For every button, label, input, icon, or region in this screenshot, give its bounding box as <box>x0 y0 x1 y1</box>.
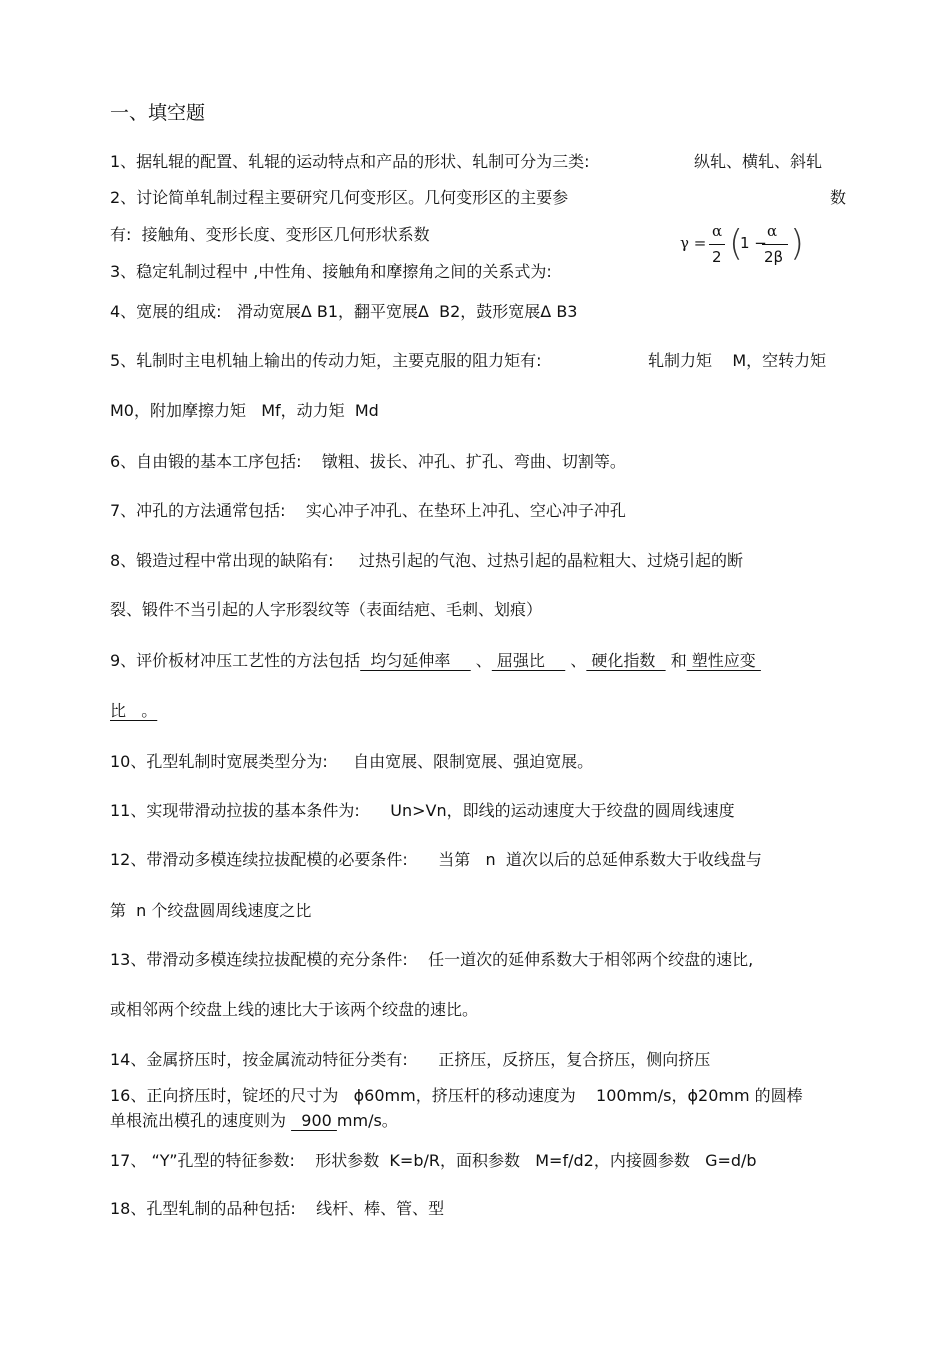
blank-uniform-elongation: 均匀延伸率 <box>360 651 471 670</box>
question-17: 17、 “Y”孔型的特征参数: 形状参数 K=b/R，面积参数 M=f/d2，内接圆参数 G=d/b <box>110 1151 757 1170</box>
answer-5: 轧制力矩 M，空转力矩 <box>648 351 827 370</box>
formula-one: 1 − <box>740 234 767 252</box>
question-13-line-2: 或相邻两个绞盘上线的速比大于该两个绞盘的速比。 <box>110 1000 479 1019</box>
question-14: 14、金属挤压时，按金属流动特征分类有: 正挤压，反挤压，复合挤压，侧向挤压 <box>110 1050 711 1069</box>
question-18: 18、孔型轧制的品种包括: 线杆、棒、管、型 <box>110 1199 445 1218</box>
question-12-line-1: 12、带滑动多模连续拉拔配模的必要条件: 当第 n 道次以后的总延伸系数大于收线盘与 <box>110 850 762 869</box>
question-9-line-2: 比 。 <box>110 701 158 720</box>
angle-relation-formula: γ = α 2 ( 1 − α 2β ) <box>680 222 805 266</box>
blank-hardening-exponent: 硬化指数 <box>586 651 666 670</box>
question-12-line-2: 第 n 个绞盘圆周线速度之比 <box>110 901 312 920</box>
question-13-line-1: 13、带滑动多模连续拉拔配模的充分条件: 任一道次的延伸系数大于相邻两个绞盘的速比, <box>110 950 754 969</box>
blank-exit-speed: 900 <box>291 1111 337 1130</box>
question-8-line-1: 8、锻造过程中常出现的缺陷有: 过热引起的气泡、过热引起的晶粒粗大、过烧引起的断 <box>110 551 744 570</box>
formula-denominator-1: 2 <box>712 248 722 266</box>
formula-alpha-1: α <box>712 222 723 240</box>
fraction-bar-2 <box>762 244 788 245</box>
question-2-tail: 数 <box>830 188 847 207</box>
question-10: 10、孔型轧制时宽展类型分为: 自由宽展、限制宽展、强迫宽展。 <box>110 752 594 771</box>
question-5-line-2: M0，附加摩擦力矩 Mf，动力矩 Md <box>110 401 379 420</box>
formula-alpha-2: α <box>767 222 778 240</box>
question-11: 11、实现带滑动拉拔的基本条件为: Un>Vn，即线的运动速度大于绞盘的圆周线速度 <box>110 801 735 820</box>
question-2-line-1: 2、讨论简单轧制过程主要研究几何变形区。几何变形区的主要参 <box>110 188 569 207</box>
blank-plastic-strain-ratio: 塑性应变 <box>686 651 761 670</box>
question-2-line-2: 有: 接触角、变形长度、变形区几何形状系数 <box>110 225 430 244</box>
fraction-bar-1 <box>709 244 725 245</box>
formula-lhs: γ = <box>680 234 707 252</box>
question-7: 7、冲孔的方法通常包括: 实心冲子冲孔、在垫环上冲孔、空心冲子冲孔 <box>110 501 626 520</box>
question-8-line-2: 裂、锻件不当引起的人字形裂纹等（表面结疤、毛刺、划痕） <box>110 600 543 619</box>
question-9-line-1: 9、评价板材冲压工艺性的方法包括 均匀延伸率 、 屈强比 、 硬化指数 和 塑性应变 <box>110 651 761 670</box>
question-9-prefix: 9、评价板材冲压工艺性的方法包括 <box>110 651 361 670</box>
section-title: 一、填空题 <box>110 102 206 124</box>
formula-denominator-2: 2β <box>764 248 784 266</box>
question-16-line-2: 单根流出模孔的速度则为 900 mm/s。 <box>110 1111 398 1130</box>
question-5-line-1: 5、轧制时主电机轴上输出的传动力矩，主要克服的阻力矩有: <box>110 351 542 370</box>
blank-yield-ratio: 屈强比 <box>491 651 566 670</box>
answer-1: 纵轧、横轧、斜轧 <box>694 152 823 171</box>
question-3: 3、稳定轧制过程中 ,中性角、接触角和摩擦角之间的关系式为: <box>110 262 552 281</box>
question-6: 6、自由锻的基本工序包括: 镦粗、拔长、冲孔、扩孔、弯曲、切割等。 <box>110 452 626 471</box>
question-4: 4、宽展的组成: 滑动宽展Δ B1，翻平宽展Δ B2，鼓形宽展Δ B3 <box>110 302 578 321</box>
question-1: 1、据轧辊的配置、轧辊的运动特点和产品的形状、轧制可分为三类: <box>110 152 590 171</box>
question-16-line-1: 16、正向挤压时，锭坯的尺寸为 ɸ60mm，挤压杆的移动速度为 100mm/s，ɸ20mm 的圆棒 <box>110 1086 803 1105</box>
